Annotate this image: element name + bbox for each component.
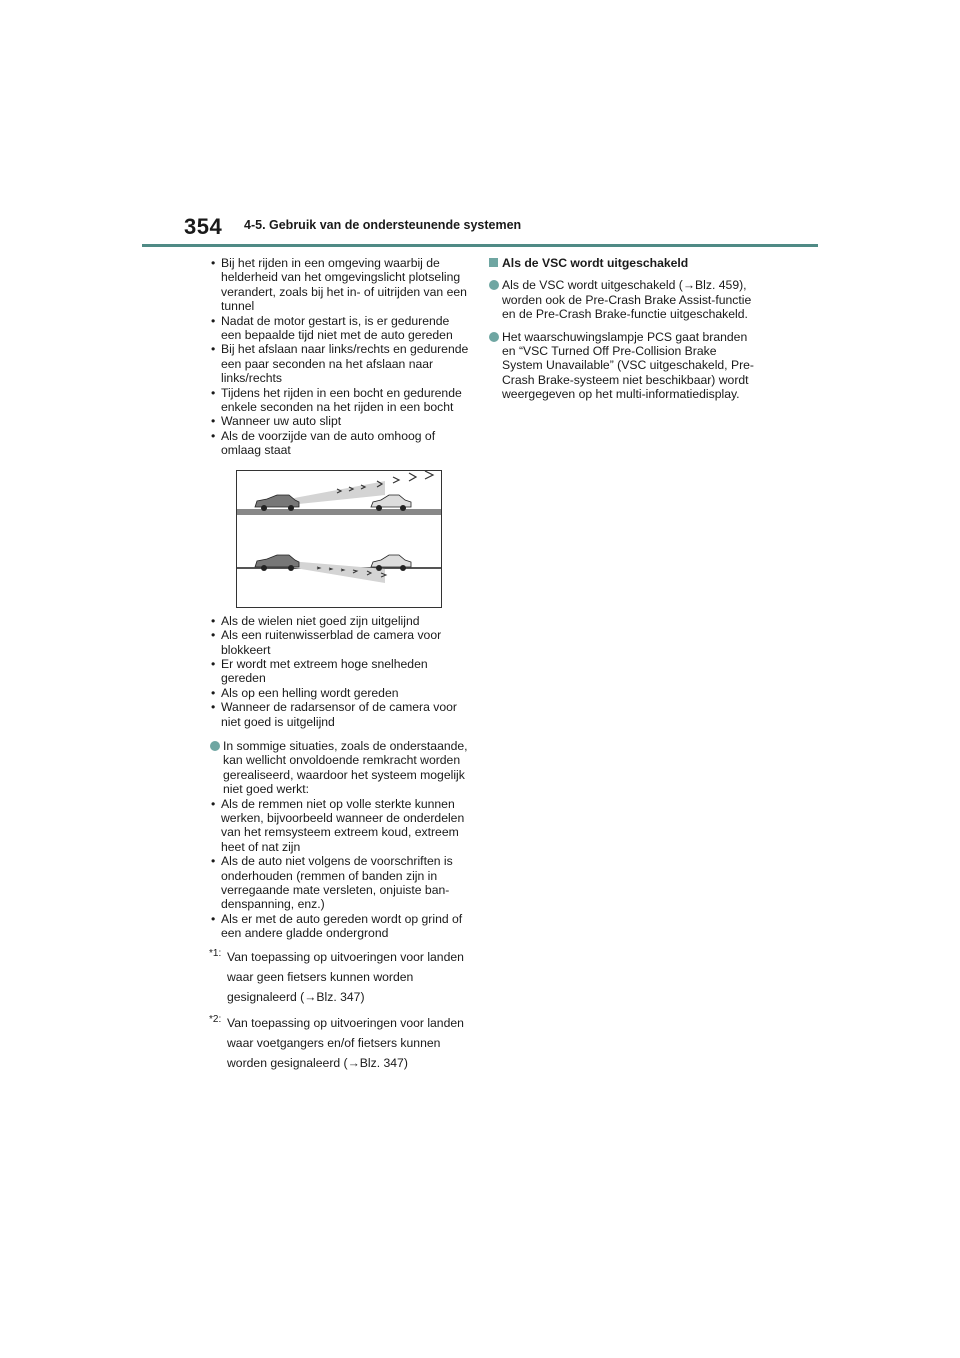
list-item: • Er wordt met extreem hoge snelheden gereden <box>211 657 473 686</box>
condition-list-3 <box>211 797 473 941</box>
car-icon <box>255 495 299 511</box>
car-icon <box>371 495 411 511</box>
footnote-text: Van toepassing op uitvoeringen voor landen waar geen fietsers kunnen worden gesignaleerd (→Blz. 347) <box>227 949 464 1004</box>
left-column <box>211 256 473 1073</box>
header-rule <box>142 244 818 247</box>
vehicle-pitch-illustration <box>236 470 442 608</box>
list-item: • Wanneer de radarsensor of de camera voor niet goed is uitgelijnd <box>211 700 473 729</box>
list-item: • Wanneer uw auto slipt <box>211 414 473 428</box>
bullet-dot-icon <box>489 332 499 342</box>
heading-square-icon <box>489 258 498 267</box>
list-item: • Als een ruitenwisserblad de camera voor blokkeert <box>211 628 473 657</box>
list-item: • Tijdens het rijden in een bocht en gedurende enkele seconden na het rijden in een bocht <box>211 386 473 415</box>
condition-list-1 <box>211 256 473 458</box>
vehicle-pitch-drawing <box>237 471 441 607</box>
braking-paragraph <box>211 739 473 797</box>
right-column <box>490 256 760 402</box>
vsc-paragraph-1 <box>490 278 760 321</box>
footnote-1 <box>211 947 473 1007</box>
paragraph-text: Als de VSC wordt uitgeschakeld (→Blz. 459), worden ook de Pre-Crash Brake Assist-functie en de Pre-Crash Brake-functie uitgeschakeld. <box>502 278 752 322</box>
list-item: • Als de remmen niet op volle sterkte kunnen werken, bijvoorbeeld wanneer de onderdelen van het remsysteem extreem koud, extreem heet of nat zijn <box>211 797 473 855</box>
list-item: • Als de voorzijde van de auto omhoog of omlaag staat <box>211 429 473 458</box>
road-upper <box>237 509 441 515</box>
paragraph-text: Het waarschuwingslampje PCS gaat branden en “VSC Turned Off Pre-Collision Brake System Unavailable” (VSC uitgeschakeld, Pre-Crash Brake-systeem niet beschikbaar) wordt weergegeven op het multi-informatiedisplay. <box>502 329 754 402</box>
list-item: • Als er met de auto gereden wordt op grind of een andere gladde ondergrond <box>211 912 473 941</box>
vsc-paragraph-2 <box>490 330 760 402</box>
bullet-dot-icon <box>210 741 220 751</box>
list-item: • Als de auto niet volgens de voorschriften is onderhouden (remmen of banden zijn in verregaande mate versleten, onjuiste bandenspanning, enz.) <box>211 854 473 912</box>
bullet-dot-icon <box>489 280 499 290</box>
footnote-text: Van toepassing op uitvoeringen voor landen waar voetgangers en/of fietsers kunnen worden gesignaleerd (→Blz. 347) <box>227 1015 464 1070</box>
footnote-2 <box>211 1013 473 1073</box>
list-item: • Bij het rijden in een omgeving waarbij de helderheid van het omgevingslicht plotseling verandert, zoals bij het in- of uitrijden van een tunnel <box>211 256 473 314</box>
list-item: • Als op een helling wordt gereden <box>211 686 473 700</box>
footnote-mark: *1: <box>209 947 222 959</box>
condition-list-2 <box>211 614 473 729</box>
heading-text: Als de VSC wordt uitgeschakeld <box>502 256 689 270</box>
section-title: 4-5. Gebruik van de ondersteunende systemen <box>244 218 522 232</box>
list-item: • Bij het afslaan naar links/rechts en gedurende een paar seconden na het afslaan naar links/rechts <box>211 342 473 385</box>
list-item: • Nadat de motor gestart is, is er gedurende een bepaalde tijd niet met de auto gereden <box>211 314 473 343</box>
footnote-mark: *2: <box>209 1013 222 1025</box>
vsc-heading <box>490 256 760 270</box>
radar-beam-lower <box>289 561 385 583</box>
page-number: 354 <box>184 214 223 239</box>
list-item: • Als de wielen niet goed zijn uitgelijnd <box>211 614 473 628</box>
paragraph-text: In sommige situaties, zoals de onderstaande, kan wellicht onvoldoende remkracht worden gerealiseerd, waardoor het systeem mogelijk niet goed werkt: <box>223 738 468 797</box>
